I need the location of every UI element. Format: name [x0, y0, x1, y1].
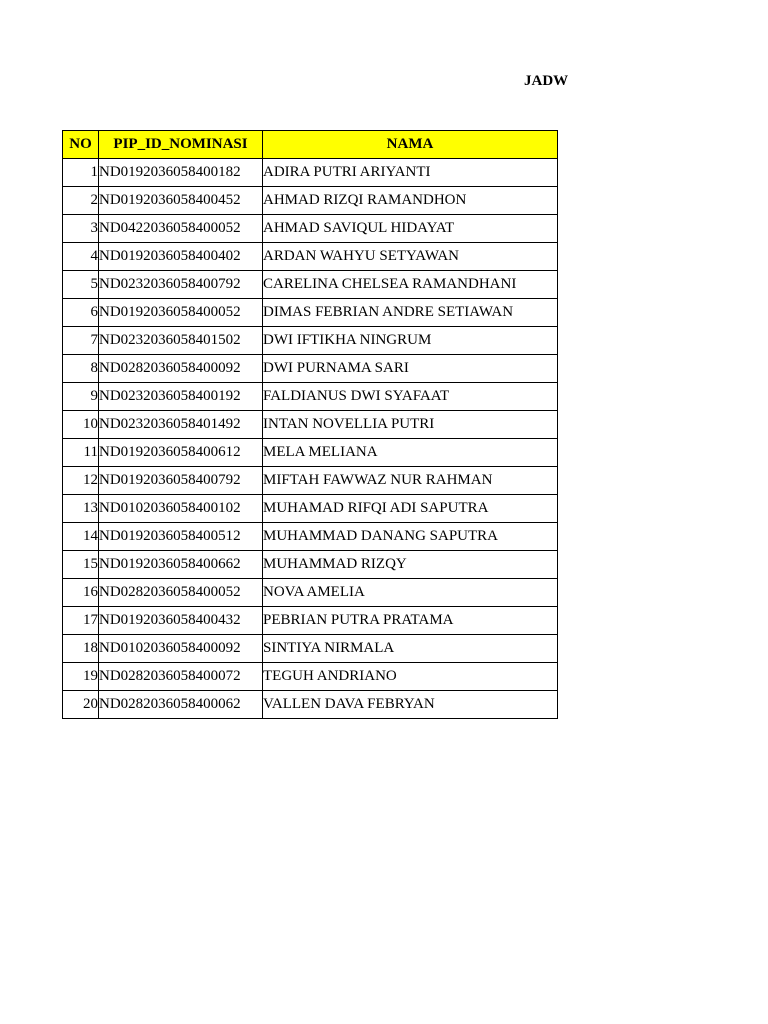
cell-nama: MUHAMAD RIFQI ADI SAPUTRA [263, 495, 558, 523]
cell-id: ND0192036058400662 [99, 551, 263, 579]
cell-nama: FALDIANUS DWI SYAFAAT [263, 383, 558, 411]
cell-nama: NOVA AMELIA [263, 579, 558, 607]
cell-no: 3 [63, 215, 99, 243]
cell-no: 6 [63, 299, 99, 327]
cell-nama: VALLEN DAVA FEBRYAN [263, 691, 558, 719]
cell-id: ND0192036058400512 [99, 523, 263, 551]
table-row [63, 411, 558, 439]
cell-nama: MUHAMMAD DANANG SAPUTRA [263, 523, 558, 551]
table-row [63, 663, 558, 691]
cell-id: ND0232036058400192 [99, 383, 263, 411]
cell-nama: DWI PURNAMA SARI [263, 355, 558, 383]
cell-nama: TEGUH ANDRIANO [263, 663, 558, 691]
cell-id: ND0232036058401492 [99, 411, 263, 439]
table-row [63, 467, 558, 495]
cell-no: 20 [63, 691, 99, 719]
cell-no: 11 [63, 439, 99, 467]
cell-no: 18 [63, 635, 99, 663]
cell-id: ND0192036058400432 [99, 607, 263, 635]
table-row [63, 691, 558, 719]
cell-id: ND0192036058400182 [99, 159, 263, 187]
table-row [63, 327, 558, 355]
header-nama: NAMA [263, 131, 558, 159]
cell-nama: AHMAD SAVIQUL HIDAYAT [263, 215, 558, 243]
cell-no: 17 [63, 607, 99, 635]
data-table [62, 130, 558, 719]
cell-no: 1 [63, 159, 99, 187]
cell-no: 13 [63, 495, 99, 523]
table-row [63, 243, 558, 271]
cell-no: 14 [63, 523, 99, 551]
cell-no: 12 [63, 467, 99, 495]
cell-id: ND0282036058400062 [99, 691, 263, 719]
cell-nama: DIMAS FEBRIAN ANDRE SETIAWAN [263, 299, 558, 327]
page-title-clip [480, 70, 569, 92]
cell-nama: MIFTAH FAWWAZ NUR RAHMAN [263, 467, 558, 495]
table-row [63, 607, 558, 635]
cell-nama: PEBRIAN PUTRA PRATAMA [263, 607, 558, 635]
header-no: NO [63, 131, 99, 159]
cell-no: 2 [63, 187, 99, 215]
cell-no: 15 [63, 551, 99, 579]
cell-id: ND0282036058400072 [99, 663, 263, 691]
cell-nama: ADIRA PUTRI ARIYANTI [263, 159, 558, 187]
cell-no: 5 [63, 271, 99, 299]
cell-no: 9 [63, 383, 99, 411]
cell-no: 10 [63, 411, 99, 439]
cell-nama: MELA MELIANA [263, 439, 558, 467]
header-row [63, 131, 558, 159]
cell-nama: ARDAN WAHYU SETYAWAN [263, 243, 558, 271]
cell-id: ND0282036058400092 [99, 355, 263, 383]
cell-nama: SINTIYA NIRMALA [263, 635, 558, 663]
cell-nama: INTAN NOVELLIA PUTRI [263, 411, 558, 439]
table-row [63, 635, 558, 663]
cell-id: ND0102036058400092 [99, 635, 263, 663]
table-row [63, 187, 558, 215]
cell-nama: DWI IFTIKHA NINGRUM [263, 327, 558, 355]
cell-no: 19 [63, 663, 99, 691]
table-row [63, 271, 558, 299]
cell-no: 16 [63, 579, 99, 607]
table-row [63, 439, 558, 467]
table-row [63, 523, 558, 551]
table-row [63, 383, 558, 411]
cell-nama: CARELINA CHELSEA RAMANDHANI [263, 271, 558, 299]
cell-no: 4 [63, 243, 99, 271]
table-row [63, 299, 558, 327]
table-row [63, 215, 558, 243]
cell-id: ND0232036058400792 [99, 271, 263, 299]
cell-id: ND0192036058400402 [99, 243, 263, 271]
table-row [63, 495, 558, 523]
cell-nama: AHMAD RIZQI RAMANDHON [263, 187, 558, 215]
cell-id: ND0192036058400612 [99, 439, 263, 467]
cell-id: ND0282036058400052 [99, 579, 263, 607]
table-row [63, 579, 558, 607]
cell-id: ND0192036058400452 [99, 187, 263, 215]
cell-id: ND0192036058400792 [99, 467, 263, 495]
cell-no: 8 [63, 355, 99, 383]
cell-id: ND0192036058400052 [99, 299, 263, 327]
header-pip-id: PIP_ID_NOMINASI [99, 131, 263, 159]
cell-id: ND0422036058400052 [99, 215, 263, 243]
cell-id: ND0102036058400102 [99, 495, 263, 523]
cell-no: 7 [63, 327, 99, 355]
table-row [63, 355, 558, 383]
cell-id: ND0232036058401502 [99, 327, 263, 355]
table-row [63, 551, 558, 579]
cell-nama: MUHAMMAD RIZQY [263, 551, 558, 579]
table-body [63, 159, 558, 719]
page-title: JADW [524, 73, 569, 89]
table-row [63, 159, 558, 187]
